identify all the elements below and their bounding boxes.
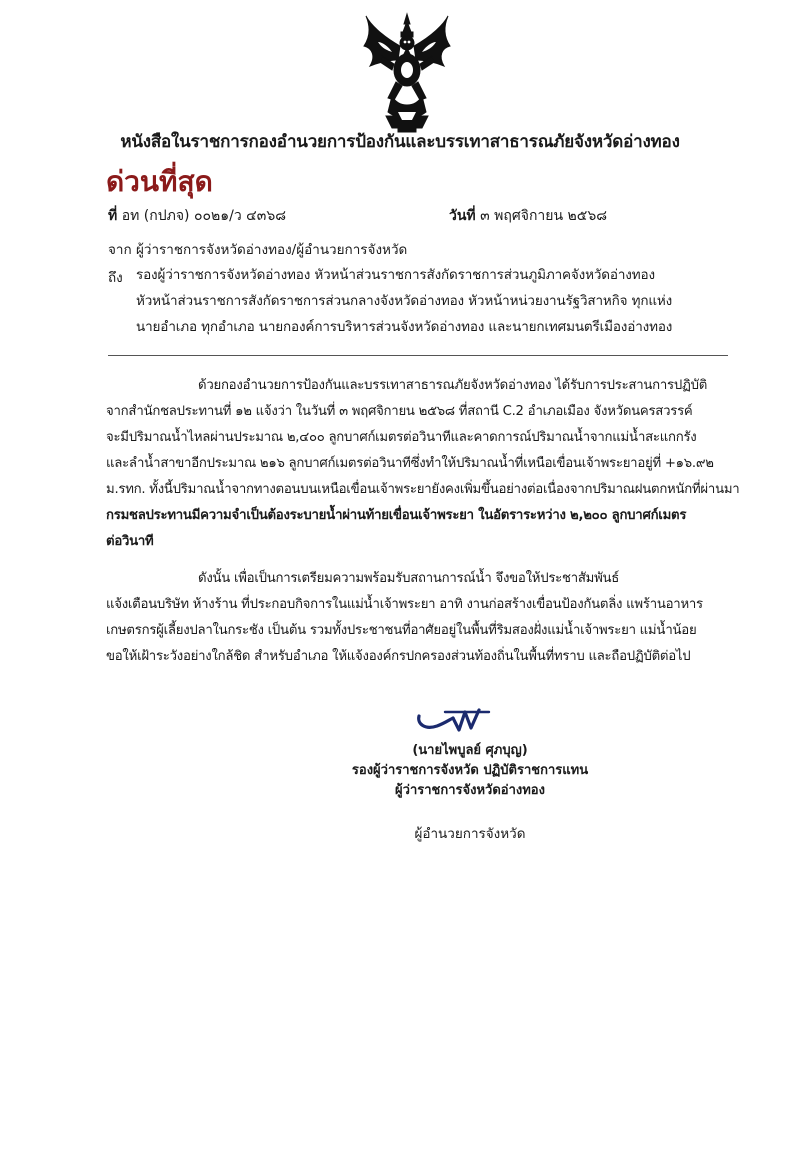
- recipient-list: [136, 266, 756, 344]
- date-label: วันที่: [449, 208, 476, 224]
- paragraph-line: แจ้งเตือนบริษัท ห้างร้าน ที่ประกอบกิจการในแม่น้ำเจ้าพระยา อาทิ งานก่อสร้างเขื่อนป้องกันตลิ่ง แพร้านอาหาร: [106, 597, 703, 612]
- handwritten-signature-icon: [415, 706, 495, 734]
- urgency-label: ด่วนที่สุด: [106, 165, 213, 198]
- signatory-title: ผู้ว่าราชการจังหวัดอ่างทอง: [395, 783, 545, 798]
- paragraph-line-emphasis: กรมชลประทานมีความจำเป็นต้องระบายน้ำผ่านท้ายเขื่อนเจ้าพระยา ในอัตราระหว่าง ๒,๒๐๐ ลูกบาศก์เมตร: [106, 508, 687, 523]
- paragraph-line: เกษตรกรผู้เลี้ยงปลาในกระชัง เป็นต้น รวมทั้งประชาชนที่อาศัยอยู่ในพื้นที่ริมสองฝั่งแม่น้ำเจ้าพระยา แม่น้ำน้อย: [106, 623, 697, 638]
- paragraph-line: ม.รทก. ทั้งนี้ปริมาณน้ำจากทางตอนบนเหนือเขื่อนเจ้าพระยายังคงเพิ่มขึ้นอย่างต่อเนื่องจากปริมาณฝนตกหนักที่ผ่านมา: [106, 482, 740, 497]
- recipient-label: ถึง: [108, 270, 123, 286]
- paragraph-line: ดังนั้น เพื่อเป็นการเตรียมความพร้อมรับสถานการณ์น้ำ จึงขอให้ประชาสัมพันธ์: [198, 571, 620, 586]
- signatory-name: (นายไพบูลย์ ศุภบุญ): [412, 743, 528, 758]
- recipient-line: นายอำเภอ ทุกอำเภอ นายกองค์การบริหารส่วนจังหวัดอ่างทอง และนายกเทศมนตรีเมืองอ่างทอง: [136, 319, 673, 335]
- body-paragraph-2: [106, 570, 746, 674]
- recipient-line: หัวหน้าส่วนราชการสังกัดราชการส่วนกลางจังหวัดอ่างทอง หัวหน้าหน่วยงานรัฐวิสาหกิจ ทุกแห่ง: [136, 293, 673, 309]
- signatory-block: [300, 742, 640, 802]
- reference-value: อท (กปภจ) ๐๐๒๑/ว ๔๓๖๘: [121, 208, 287, 224]
- letter-date: [449, 205, 607, 227]
- paragraph-line-emphasis: ต่อวินาที: [106, 534, 154, 549]
- garuda-emblem-icon: [362, 12, 452, 134]
- signatory-title: รองผู้ว่าราชการจังหวัด ปฏิบัติราชการแทน: [351, 763, 589, 778]
- signatory-position: ผู้อำนวยการจังหวัด: [414, 826, 526, 842]
- paragraph-line: ด้วยกองอำนวยการป้องกันและบรรเทาสาธารณภัยจังหวัดอ่างทอง ได้รับการประสานการปฏิบัติ: [198, 378, 708, 393]
- sender-label: จาก: [108, 242, 132, 258]
- header-divider: [108, 355, 728, 356]
- sender-line: [108, 238, 407, 260]
- date-value: ๓ พฤศจิกายน ๒๕๖๘: [480, 208, 608, 224]
- reference-label: ที่: [108, 208, 118, 224]
- agency-title: หนังสือในราชการกองอำนวยการป้องกันและบรรเทาสาธารณภัยจังหวัดอ่างทอง: [120, 132, 680, 152]
- recipient-line: รองผู้ว่าราชการจังหวัดอ่างทอง หัวหน้าส่วนราชการสังกัดราชการส่วนภูมิภาคจังหวัดอ่างทอง: [136, 267, 655, 283]
- paragraph-line: ขอให้เฝ้าระวังอย่างใกล้ชิด สำหรับอำเภอ ให้แจ้งองค์กรปกครองส่วนท้องถิ่นในพื้นที่ทราบ และถือปฏิบัติต่อไป: [106, 649, 691, 664]
- reference-number: [108, 205, 286, 227]
- paragraph-line: จะมีปริมาณน้ำไหลผ่านประมาณ ๒,๔๐๐ ลูกบาศก์เมตรต่อวินาทีและคาดการณ์ปริมาณน้ำจากแม่น้ำสะแกกรัง: [106, 430, 697, 445]
- paragraph-line: และลำน้ำสาขาอีกประมาณ ๒๑๖ ลูกบาศก์เมตรต่อวินาทีซึ่งทำให้ปริมาณน้ำที่เหนือเขื่อนเจ้าพระยาอยู่ที่ +๑๖.๙๒: [106, 456, 714, 471]
- sender-value: ผู้ว่าราชการจังหวัดอ่างทอง/ผู้อำนวยการจังหวัด: [135, 242, 408, 258]
- paragraph-line: จากสำนักชลประทานที่ ๑๒ แจ้งว่า ในวันที่ ๓ พฤศจิกายน ๒๕๖๘ ที่สถานี C.2 อำเภอเมือง จังหวัดนครสวรรค์: [106, 404, 693, 419]
- body-paragraph-1: [106, 377, 746, 559]
